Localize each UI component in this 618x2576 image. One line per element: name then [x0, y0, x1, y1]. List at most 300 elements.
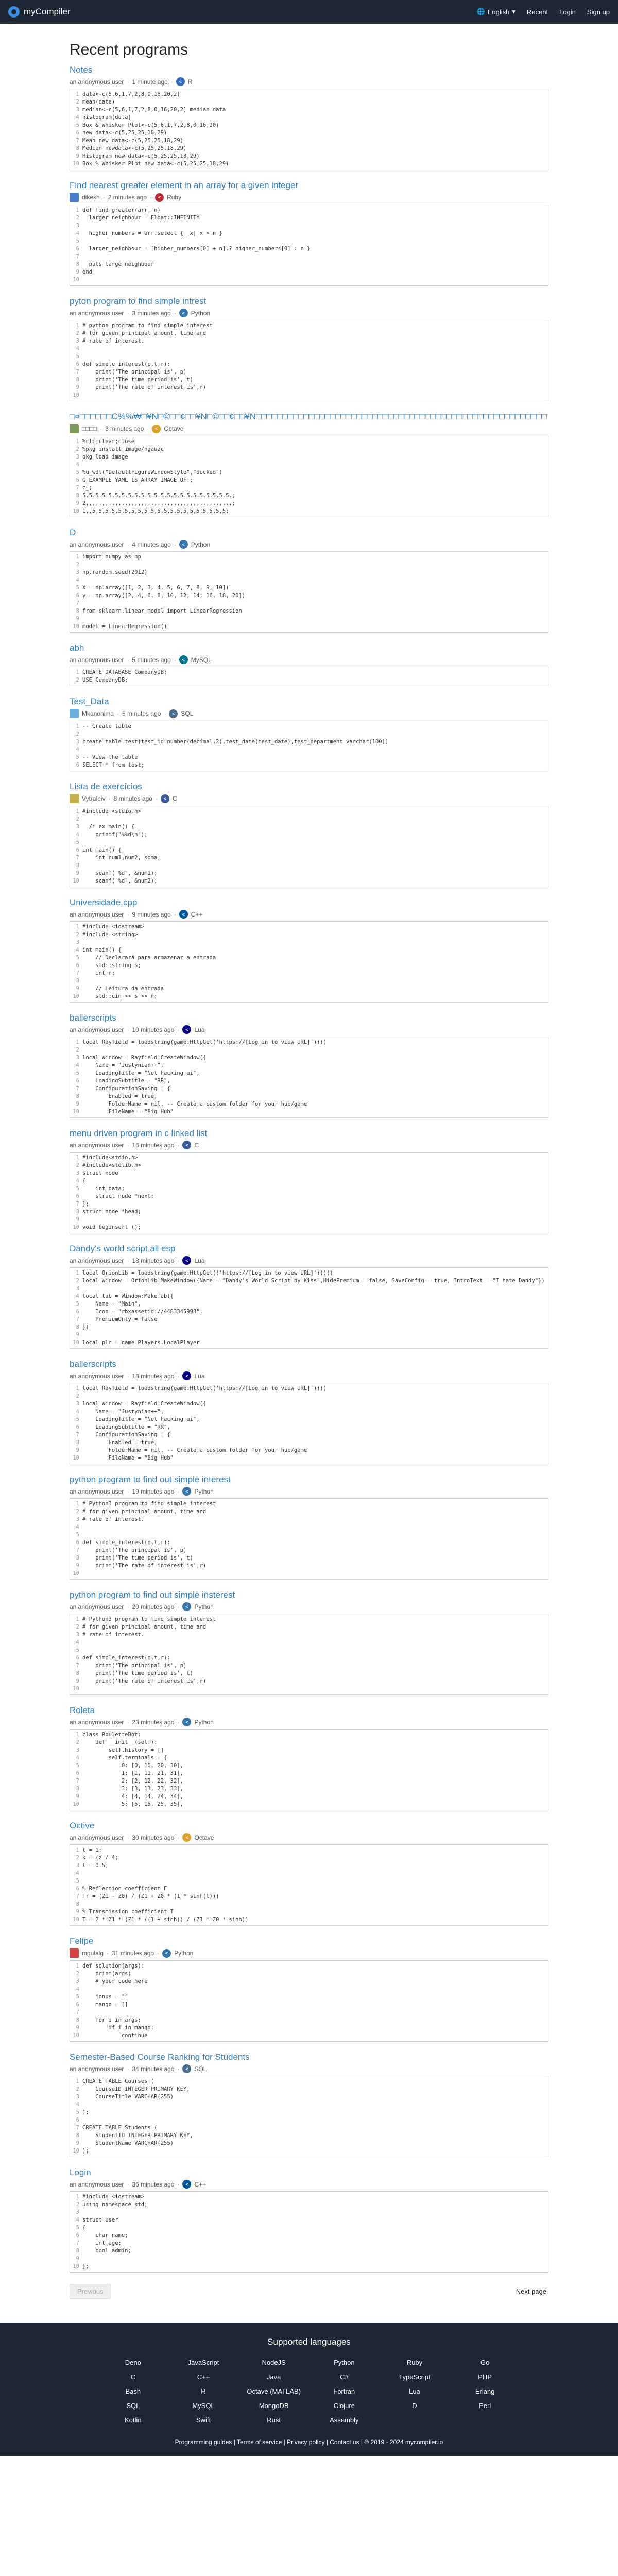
line-number: 6: [76, 2002, 79, 2008]
footer-language-link[interactable]: Bash: [125, 2387, 141, 2395]
code-text: PremiumOnly = false: [82, 1316, 158, 1323]
page-title: Recent programs: [70, 41, 188, 58]
separator-dot: ·: [127, 309, 129, 317]
line-number: 1: [76, 1039, 79, 1045]
line-number: 2: [76, 1047, 79, 1053]
code-line: [70, 477, 548, 484]
language-icon: <: [169, 709, 178, 718]
program-title-link[interactable]: □¤□□□□□□C%%₩□¥N□©□□¢□□¥N□©□□¢□□¥N□□□□□□□□□□□□□□□□□□□□□□□□□□□□□□□□□□□□□□□□□□□□□□□□□□□□□□□: [70, 412, 547, 421]
code-line: [70, 1962, 548, 1970]
line-number: 5: [76, 1762, 79, 1769]
code-line: [70, 2147, 548, 2155]
code-text: int main() {: [82, 947, 122, 953]
code-line: [70, 954, 548, 962]
line-number: 5: [76, 1416, 79, 1422]
author-name[interactable]: mgulalg: [82, 1950, 104, 1957]
code-line: [70, 1793, 548, 1801]
line-number: 9: [76, 1447, 79, 1453]
code-line: [70, 831, 548, 839]
line-number: 3: [76, 223, 79, 229]
next-page-button[interactable]: Next page: [516, 2287, 546, 2295]
code-text: pkg load image: [82, 454, 128, 460]
code-text: void beginsert ();: [82, 1224, 141, 1230]
nav-login[interactable]: Login: [559, 8, 576, 16]
program-title-link[interactable]: Test_Data: [70, 697, 109, 706]
language-icon: <: [182, 1487, 191, 1496]
separator-dot: ·: [177, 1834, 180, 1841]
program-title-link[interactable]: Felipe: [70, 1936, 94, 1946]
author-name[interactable]: Mkanonima: [82, 710, 114, 717]
code-text: };: [82, 1201, 89, 1207]
timestamp: 31 minutes ago: [112, 1950, 154, 1957]
code-text: int main() {: [82, 847, 122, 853]
line-number: 3: [76, 2094, 79, 2100]
program-title-link[interactable]: menu driven program in c linked list: [70, 1128, 208, 1138]
language-icon: <: [162, 1949, 171, 1958]
language-name: Python: [191, 540, 211, 548]
separator-dot: ·: [177, 1718, 180, 1726]
footer-language-link[interactable]: MongoDB: [259, 2402, 289, 2410]
author-name[interactable]: dikesh: [82, 194, 100, 201]
line-number: 2: [76, 1393, 79, 1399]
code-text: 5.5.5.5.5.5.5.5.5.5.5.5.5.5.5.5.5.5.5.5.5.5.5.;: [82, 493, 236, 499]
footer-language-link[interactable]: Perl: [479, 2402, 491, 2410]
code-text: int num1,num2, soma;: [82, 855, 161, 861]
line-number: 3: [76, 569, 79, 575]
code-line: [70, 1654, 548, 1662]
footer-language-link[interactable]: C#: [340, 2373, 349, 2381]
program-card: [70, 412, 548, 517]
code-text: USE CompanyDB;: [82, 677, 128, 683]
code-preview[interactable]: [70, 1267, 548, 1349]
line-number: 7: [76, 1893, 79, 1900]
program-title-link[interactable]: Login: [70, 2167, 91, 2177]
separator-dot: ·: [127, 1141, 129, 1149]
program-title-link[interactable]: python program to find out simple interest: [70, 1475, 231, 1484]
line-number: 2: [76, 931, 79, 938]
code-line: [70, 2086, 548, 2093]
code-line: [70, 268, 548, 276]
avatar[interactable]: [70, 709, 79, 718]
code-line: [70, 870, 548, 877]
line-number: 1: [76, 2194, 79, 2200]
code-preview[interactable]: [70, 1960, 548, 2042]
line-number: 8: [76, 377, 79, 383]
language-name: Python: [174, 1950, 194, 1957]
code-line: [70, 607, 548, 615]
timestamp: 18 minutes ago: [132, 1257, 175, 1264]
code-line: [70, 1901, 548, 1908]
code-line: [70, 823, 548, 831]
code-text: // Leitura da entrada: [82, 986, 164, 992]
footer-language-link[interactable]: Swift: [196, 2416, 211, 2424]
language-name: Octave: [194, 1834, 214, 1841]
program-card: [70, 697, 548, 771]
footer-language-link[interactable]: Fortran: [333, 2387, 355, 2395]
author-name: an anonymous user: [70, 1718, 124, 1726]
line-number: 2: [76, 562, 79, 568]
code-preview[interactable]: [70, 1037, 548, 1118]
code-line: [70, 137, 548, 145]
code-text: Histogram new data<-c(5,25,25,18,29): [82, 153, 200, 159]
code-line: [70, 1085, 548, 1093]
program-list: [70, 65, 548, 2273]
code-preview[interactable]: [70, 1729, 548, 1810]
line-number: 4: [76, 2217, 79, 2223]
code-line: [70, 1531, 548, 1539]
program-meta: [70, 309, 548, 317]
separator-dot: ·: [107, 1950, 109, 1957]
code-line: [70, 2078, 548, 2086]
code-line: [70, 1324, 548, 1331]
line-number: 6: [76, 1193, 79, 1199]
pagination: [70, 2284, 548, 2299]
line-number: 5: [76, 1647, 79, 1653]
code-text: c_;: [82, 485, 92, 491]
code-line: [70, 230, 548, 238]
separator-dot: ·: [108, 795, 111, 802]
line-number: 7: [76, 1547, 79, 1553]
line-number: 10: [73, 1455, 79, 1461]
program-title-link[interactable]: Semester-Based Course Ranking for Students: [70, 2052, 250, 2062]
code-text: scanf("%d", &num2);: [82, 878, 158, 884]
code-line: [70, 238, 548, 245]
language-icon: <: [179, 655, 188, 664]
code-preview[interactable]: [70, 667, 548, 686]
line-number: 6: [76, 130, 79, 136]
code-text: print('The time period is', t): [82, 1555, 193, 1561]
code-text: 3: [3, 13, 23, 33],: [82, 1786, 183, 1792]
line-number: 6: [76, 361, 79, 367]
footer-language-link[interactable]: C: [130, 2373, 136, 2381]
code-preview[interactable]: [70, 806, 548, 887]
line-number: 5: [76, 1185, 79, 1192]
line-number: 1: [76, 91, 79, 97]
footer: [0, 2323, 618, 2456]
footer-language-link[interactable]: D: [412, 2402, 417, 2410]
language-name: SQL: [181, 710, 194, 717]
code-text: // Declarará para armazenar a entrada: [82, 955, 216, 961]
language-icon: <: [182, 1833, 191, 1842]
footer-language-link[interactable]: TypeScript: [399, 2373, 431, 2381]
author-name: an anonymous user: [70, 656, 124, 664]
separator-dot: ·: [177, 1141, 180, 1149]
code-text: std::string s;: [82, 962, 141, 969]
footer-language-link[interactable]: Java: [266, 2373, 281, 2381]
code-line: [70, 1846, 548, 1854]
code-line: [70, 276, 548, 284]
line-number: 1: [76, 2078, 79, 2084]
separator-dot: ·: [127, 1026, 129, 1033]
code-line: [70, 214, 548, 222]
separator-dot: ·: [117, 710, 119, 717]
code-text: print('The time period is', t): [82, 1670, 193, 1676]
line-number: 10: [73, 993, 79, 999]
code-preview[interactable]: [70, 1152, 548, 1233]
code-line: [70, 207, 548, 214]
line-number: 2: [76, 2086, 79, 2092]
program-title-link[interactable]: Notes: [70, 65, 93, 75]
code-preview[interactable]: [70, 205, 548, 286]
line-number: 4: [76, 577, 79, 583]
code-line: [70, 1731, 548, 1739]
code-line: [70, 1185, 548, 1193]
line-number: 9: [76, 1216, 79, 1223]
language-icon: <: [182, 1025, 191, 1034]
program-title-link[interactable]: abh: [70, 643, 84, 653]
nav-recent[interactable]: Recent: [526, 8, 548, 16]
line-number: 1: [76, 808, 79, 815]
code-text: Name = "Main",: [82, 1301, 141, 1307]
brand-logo[interactable]: [8, 6, 71, 18]
line-number: 6: [76, 847, 79, 853]
program-title-link[interactable]: ballerscripts: [70, 1013, 116, 1023]
timestamp: 2 minutes ago: [108, 194, 147, 201]
line-number: 5: [76, 1532, 79, 1538]
code-preview[interactable]: [70, 436, 548, 517]
line-number: 3: [76, 824, 79, 830]
footer-language-link[interactable]: MySQL: [192, 2402, 215, 2410]
program-title-link[interactable]: ballerscripts: [70, 1359, 116, 1369]
author-name: an anonymous user: [70, 78, 124, 86]
separator-dot: ·: [127, 2180, 129, 2188]
line-number: 10: [73, 623, 79, 630]
line-number: 1: [76, 1501, 79, 1507]
line-number: 6: [76, 762, 79, 768]
program-title-link[interactable]: Lista de exercícios: [70, 782, 142, 791]
code-preview[interactable]: [70, 320, 548, 401]
author-name[interactable]: Vytraleiv: [82, 795, 106, 802]
language-icon: <: [182, 1256, 191, 1265]
code-text: Median newdata<-c(5,25,25,18,29): [82, 145, 187, 151]
line-number: 8: [76, 1901, 79, 1907]
line-number: 6: [76, 1078, 79, 1084]
line-number: 1: [76, 1732, 79, 1738]
code-preview[interactable]: [70, 551, 548, 633]
footer-language-link[interactable]: Python: [334, 2359, 355, 2366]
code-line: [70, 1054, 548, 1062]
line-number: 5: [76, 1070, 79, 1076]
program-title-link[interactable]: Dandy's world script all esp: [70, 1244, 176, 1253]
code-line: [70, 1208, 548, 1216]
separator-dot: ·: [127, 656, 129, 664]
footer-language-link[interactable]: Octave (MATLAB): [247, 2387, 301, 2395]
code-line: [70, 1108, 548, 1116]
line-number: 7: [76, 2009, 79, 2015]
code-preview[interactable]: [70, 1383, 548, 1464]
language-selector[interactable]: [477, 8, 516, 16]
line-number: 5: [76, 955, 79, 961]
line-number: 2: [76, 446, 79, 452]
code-text: %u_wdt("DefaultFigureWindowStyle","docked"): [82, 469, 222, 476]
line-number: 9: [76, 1678, 79, 1684]
footer-language-link[interactable]: R: [201, 2387, 206, 2395]
footer-links-text[interactable]: Programming guides | Terms of service | Privacy policy | Contact us | © 2019 - 2024 mycompiler.io: [175, 2438, 443, 2446]
footer-language-link[interactable]: Assembly: [330, 2416, 359, 2424]
line-number: 10: [73, 1340, 79, 1346]
code-text: class RouletteBot:: [82, 1732, 141, 1738]
code-preview[interactable]: [70, 721, 548, 771]
code-line: [70, 376, 548, 384]
code-text: data<-c(5,6,1,7,2,8,0,16,20,2): [82, 91, 180, 97]
timestamp: 8 minutes ago: [113, 795, 152, 802]
program-title-link[interactable]: pyton program to find simple intrest: [70, 296, 207, 306]
code-text: # rate of interest.: [82, 338, 145, 344]
code-preview[interactable]: [70, 1614, 548, 1695]
program-title-link[interactable]: Octive: [70, 1821, 95, 1831]
language-name: C++: [194, 2180, 207, 2188]
footer-language-link[interactable]: Rust: [267, 2416, 281, 2424]
code-line: [70, 1908, 548, 1916]
author-name: an anonymous user: [70, 2180, 124, 2188]
code-line: [70, 746, 548, 754]
code-text: new data<-c(5,25,25,18,29): [82, 130, 167, 136]
language-name: Ruby: [167, 194, 182, 201]
language-name: C++: [191, 910, 203, 918]
code-line: [70, 1508, 548, 1516]
code-line: [70, 2124, 548, 2132]
line-number: 7: [76, 1778, 79, 1784]
previous-button[interactable]: Previous: [70, 2284, 111, 2299]
code-line: [70, 1316, 548, 1324]
code-preview[interactable]: [70, 2076, 548, 2157]
code-text: printf("%%d\n");: [82, 832, 148, 838]
footer-language-link[interactable]: Go: [480, 2359, 490, 2366]
code-line: [70, 877, 548, 885]
code-line: [70, 731, 548, 738]
program-title-link[interactable]: Universidade.cpp: [70, 897, 138, 907]
author-name: an anonymous user: [70, 1603, 124, 1611]
code-text: ConfigurationSaving = {: [82, 1432, 170, 1438]
code-line: [70, 1300, 548, 1308]
globe-icon: 🌐: [476, 8, 485, 15]
avatar[interactable]: [70, 1948, 79, 1958]
code-preview[interactable]: [70, 1498, 548, 1580]
line-number: 8: [76, 1670, 79, 1676]
code-text: struct node: [82, 1170, 118, 1176]
code-line: [70, 592, 548, 600]
code-line: [70, 1062, 548, 1070]
footer-language-link[interactable]: PHP: [478, 2373, 492, 2381]
code-text: FolderName = nil, -- Create a custom folder for your hub/game: [82, 1447, 307, 1453]
language-icon: <: [182, 1141, 191, 1149]
code-line: [70, 2140, 548, 2147]
program-title-link[interactable]: Find nearest greater element in an array for a given integer: [70, 180, 299, 190]
footer-language-link[interactable]: Kotlin: [125, 2416, 142, 2424]
line-number: 9: [76, 1563, 79, 1569]
footer-language-link[interactable]: Erlang: [475, 2387, 495, 2395]
footer-language-link[interactable]: SQL: [126, 2402, 140, 2410]
code-preview[interactable]: [70, 921, 548, 1003]
program-meta: [70, 1948, 548, 1958]
code-line: [70, 2247, 548, 2255]
code-line: [70, 553, 548, 561]
code-text: print('The rate of interest is',r): [82, 1678, 207, 1684]
author-name[interactable]: □□□□: [82, 425, 97, 432]
author-name: an anonymous user: [70, 1141, 124, 1149]
footer-language-link[interactable]: Lua: [409, 2387, 420, 2395]
code-line: [70, 1631, 548, 1639]
line-number: 2: [76, 816, 79, 822]
footer-language-link[interactable]: C++: [197, 2373, 210, 2381]
avatar[interactable]: [70, 794, 79, 803]
footer-language-link[interactable]: Deno: [125, 2359, 141, 2366]
code-line: [70, 2016, 548, 2024]
code-line: [70, 600, 548, 607]
code-text: struct user: [82, 2217, 118, 2223]
author-name: an anonymous user: [70, 1372, 124, 1380]
code-text: CREATE TABLE Students (: [82, 2125, 158, 2131]
program-title-link[interactable]: D: [70, 528, 76, 537]
code-line: [70, 1177, 548, 1185]
line-number: 9: [76, 1101, 79, 1107]
footer-language-link[interactable]: Ruby: [406, 2359, 423, 2366]
code-preview[interactable]: [70, 89, 548, 170]
program-card: [70, 643, 548, 686]
separator-dot: ·: [155, 795, 158, 802]
code-text: def solution(args):: [82, 1963, 145, 1969]
nav-signup[interactable]: Sign up: [587, 8, 610, 16]
code-text: {: [82, 1178, 86, 1184]
program-title-link[interactable]: python program to find out simple insterest: [70, 1590, 235, 1600]
separator-dot: ·: [177, 1026, 180, 1033]
program-meta: [70, 77, 548, 86]
code-preview[interactable]: [70, 1844, 548, 1926]
code-text: #include <stdio.h>: [82, 808, 141, 815]
code-line: [70, 453, 548, 461]
separator-dot: ·: [127, 540, 129, 548]
program-meta: [70, 1256, 548, 1265]
line-number: 10: [73, 277, 79, 283]
program-meta: [70, 794, 548, 803]
code-text: #include<stdio.h>: [82, 1155, 138, 1161]
code-line: [70, 1762, 548, 1770]
code-line: [70, 2263, 548, 2270]
code-line: [70, 1200, 548, 1208]
line-number: 2: [76, 99, 79, 105]
line-number: 6: [76, 2232, 79, 2239]
code-line: [70, 1093, 548, 1100]
code-line: [70, 484, 548, 492]
avatar[interactable]: [70, 424, 79, 433]
code-text: CourseTitle VARCHAR(255): [82, 2094, 174, 2100]
code-line: [70, 1431, 548, 1439]
program-title-link[interactable]: Roleta: [70, 1705, 95, 1715]
footer-language-link[interactable]: NodeJS: [262, 2359, 286, 2366]
line-number: 4: [76, 114, 79, 121]
footer-language-link[interactable]: JavaScript: [187, 2359, 219, 2366]
avatar[interactable]: [70, 193, 79, 202]
line-number: 10: [73, 508, 79, 514]
code-line: [70, 2232, 548, 2240]
code-line: [70, 353, 548, 361]
author-name: an anonymous user: [70, 1026, 124, 1033]
code-text: 1: [1, 11, 21, 31],: [82, 1770, 183, 1776]
line-number: 1: [76, 438, 79, 445]
code-text: print('The principal is', p): [82, 1663, 187, 1669]
line-number: 7: [76, 1316, 79, 1323]
line-number: 8: [76, 1439, 79, 1446]
language-icon: <: [182, 2064, 191, 2073]
language-name: C: [194, 1141, 199, 1149]
code-text: local OrionLib = loadstring(game:HttpGet(('https://[Log in to view URL]')))(): [82, 1270, 333, 1276]
line-number: 9: [76, 1909, 79, 1915]
code-line: [70, 676, 548, 684]
line-number: 9: [76, 384, 79, 391]
code-line: [70, 1046, 548, 1054]
code-preview[interactable]: [70, 2191, 548, 2273]
footer-language-link[interactable]: Clojure: [333, 2402, 355, 2410]
